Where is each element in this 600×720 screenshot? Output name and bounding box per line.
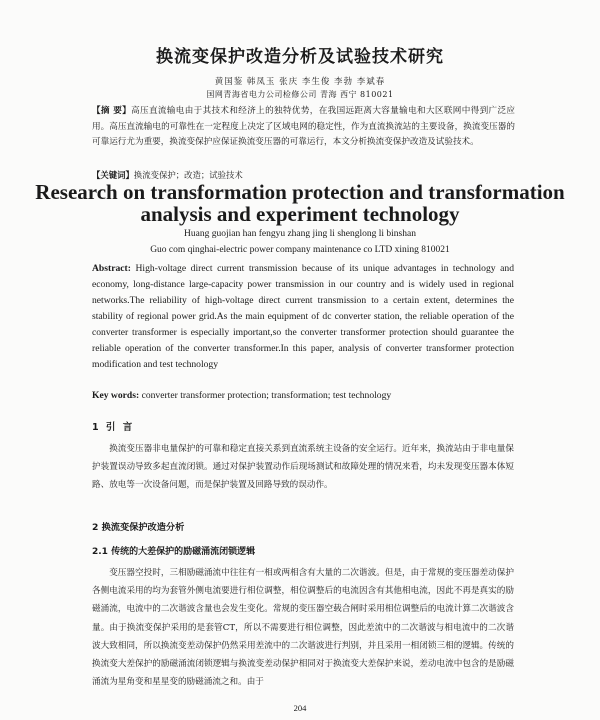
section-1-heading: 1 引 言 — [92, 422, 135, 433]
english-authors: Huang guojian han fengyu zhang jing li shenglong li binshan — [184, 229, 416, 239]
english-title: Research on transformation protection and transformation analysis and experiment technology — [35, 180, 565, 226]
chinese-keywords-label: 【关键词】 — [92, 170, 134, 180]
section-2-1-body: 变压器空投时，三相励磁涌流中往往有一相或两相含有大量的二次谐波。但是，由于常规的变压器差动保护各侧电流采用的均为套管外侧电流要进行相位调整，相位调整后的电流因含有其他相电流，因此不再是真实的励磁涌流，电流中的二次谐波含量也会发生变化。常规的变压器空载合闸时采用相位调整后的电流计算二次谐波含量。由于换流变保护采用的是套管CT，所以不需要进行相位调整，因此差流中的二次谐波与相电流中的二次谐波大致相同，所以换流变差动保护仍然采用差流中的二次谐波进行判别，并且采用一相闭锁三相的逻辑。传统的换流变大差保护的励磁涌流闭锁逻辑与换流变差动保护相同对于换流变大差保护来说，差动电流中包含的是励磁涌流为星角变和星星变的励磁涌流之和。由于 — [92, 568, 514, 688]
section-2-1-heading: 2.1 传统的大差保护的励磁涌流闭锁逻辑 — [92, 547, 256, 557]
chinese-authors: 黄国鉴 韩凤玉 张庆 李生俊 李勃 李斌春 — [214, 77, 386, 87]
chinese-abstract-text: 高压直流输电由于其技术和经济上的独特优势，在我国远距离大容量输电和大区联网中得到广泛应用。高压直流输电的可靠性在一定程度上决定了区域电网的稳定性，作为直流换流站的主要设备，换流变压器的可靠运行尤为重要，换流变保护应保证换流变压器的可靠运行，本文分析换流变保护改造及试验技术。 — [92, 106, 515, 147]
chinese-keywords-text: 换流变保护；改造；试验技术 — [133, 170, 243, 180]
page-number: 204 — [293, 703, 307, 713]
english-abstract-label: Abstract: — [92, 263, 131, 274]
english-abstract — [92, 261, 514, 373]
section-2-heading: 2 换流变保护改造分析 — [92, 522, 185, 533]
english-abstract-text: High-voltage direct current transmission because of its unique advantages in technology and economy, long-distance large-capacity power transmission in our country and is widely used in regional networks.The reliability of high-voltage direct current transmission to a certain extent, determines the stability of regional power grid.As the main equipment of dc converter station, the reliable operation of the converter transformer is especially important,so the converter transformer protection should guarantee the reliable operation of the converter transformer.In this paper, analysis of converter transformer protection modification and test technology — [92, 263, 514, 370]
chinese-abstract-label: 【摘 要】 — [92, 106, 132, 116]
section-1-body: 换流变压器非电量保护的可靠和稳定直接关系到直流系统主设备的安全运行。近年来，换流站由于非电量保护装置误动导致多起直流闭锁。通过对保护装置动作后现场测试和故障处理的情况来看，均未发现变压器本体短路、放电等一次设备问题，而是保护装置及回路导致的误动作。 — [92, 444, 514, 490]
chinese-affiliation: 国网青海省电力公司检修公司 青海 西宁 810021 — [206, 90, 394, 99]
english-keywords-text: converter transformer protection; transformation; test technology — [141, 390, 392, 401]
english-keywords — [92, 389, 514, 403]
chinese-title: 换流变保护改造分析及试验技术研究 — [156, 47, 444, 67]
chinese-abstract — [92, 104, 515, 151]
english-keywords-label: Key words: — [92, 390, 140, 401]
english-affiliation: Guo com qinghai-electric power company maintenance co LTD xining 810021 — [150, 245, 450, 255]
